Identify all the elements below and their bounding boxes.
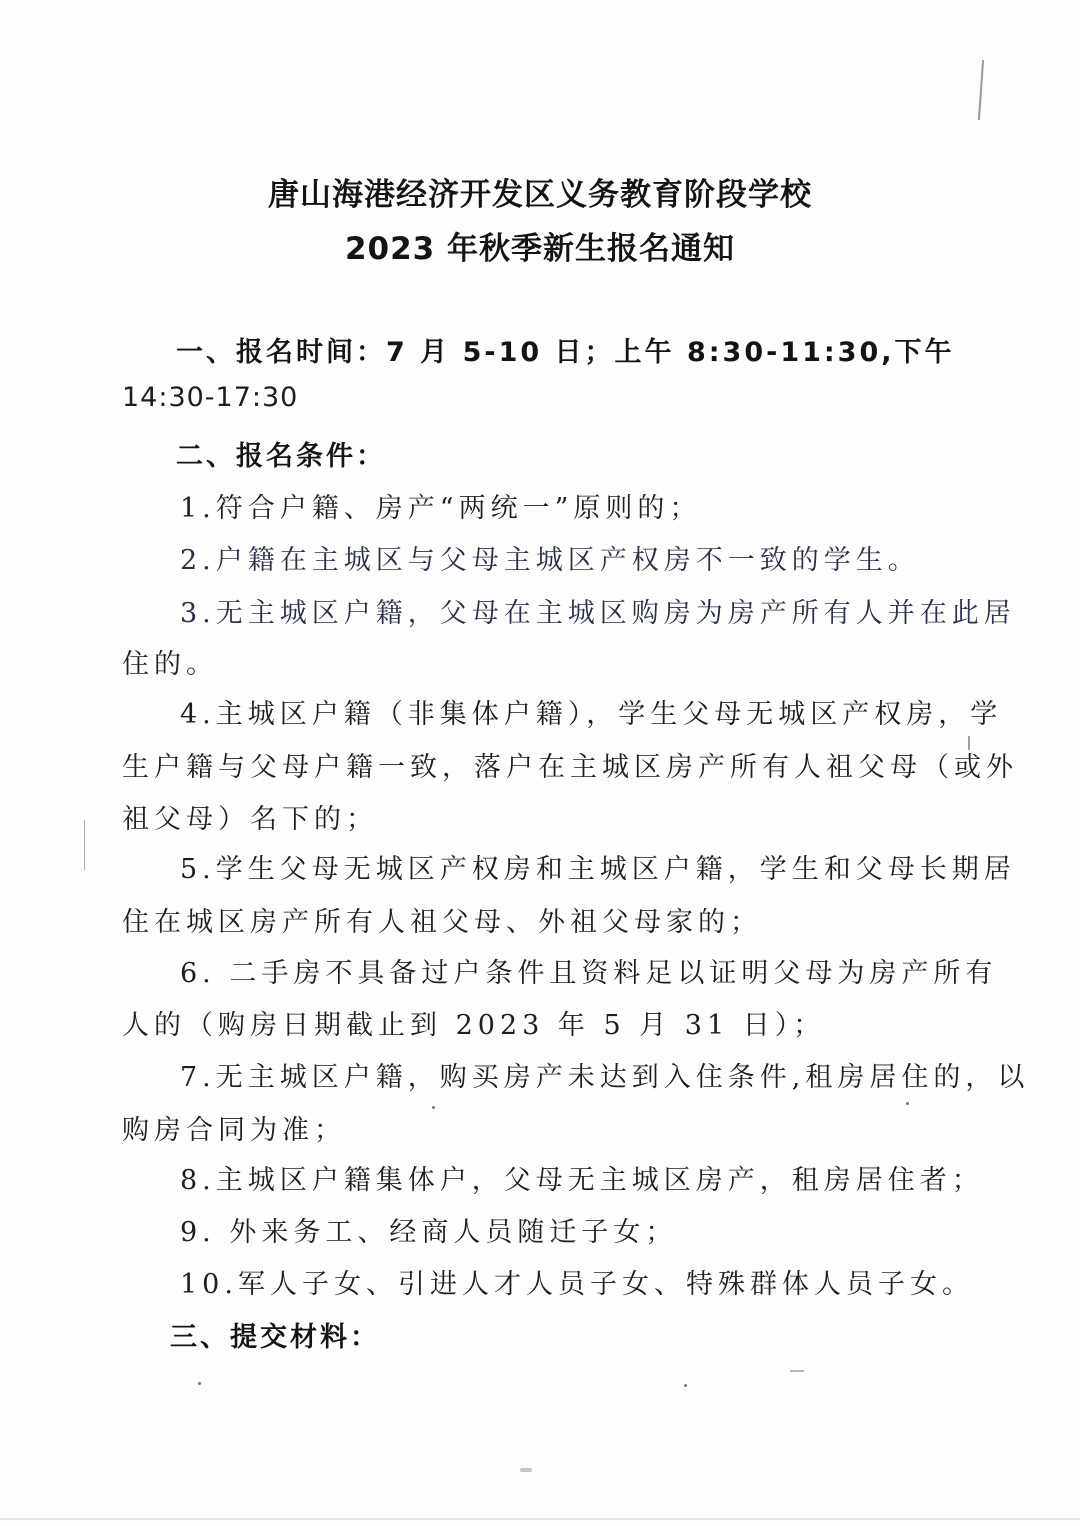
section-1-continuation: 14:30-17:30 <box>122 382 299 413</box>
scan-artifact-mark <box>684 1384 687 1387</box>
document-title-line-1: 唐山海港经济开发区义务教育阶段学校 <box>268 177 812 213</box>
condition-6-line-1: 6. 二手房不具备过户条件且资料足以证明父母为房产所有 <box>180 958 998 989</box>
scan-artifact-mark <box>906 1102 909 1105</box>
condition-4-line-2: 生户籍与父母户籍一致，落户在主城区房产所有人祖父母（或外 <box>122 752 1018 783</box>
condition-1-line-1: 1.符合户籍、房产“两统一”原则的； <box>180 493 702 524</box>
scan-artifact-mark <box>432 1106 435 1109</box>
condition-7-line-1: 7.无主城区户籍，购买房产未达到入住条件,租房居住的，以 <box>180 1062 1030 1093</box>
condition-7-line-2: 购房合同为准； <box>122 1115 346 1146</box>
condition-8-line-1: 8.主城区户籍集体户，父母无主城区房产，租房居住者； <box>180 1165 984 1196</box>
condition-9-line-1: 9. 外来务工、经商人员随迁子女； <box>180 1217 678 1248</box>
section-2-heading: 二、报名条件： <box>176 441 386 472</box>
condition-6-line-2: 人的（购房日期截止到 2023 年 5 月 31 日）； <box>122 1010 826 1041</box>
condition-3-line-1: 3.无主城区户籍，父母在主城区购房为房产所有人并在此居 <box>180 598 1016 629</box>
condition-4-line-3: 祖父母）名下的； <box>122 804 378 835</box>
scan-artifact-mark <box>198 1382 201 1385</box>
condition-5-line-1: 5.学生父母无城区产权房和主城区户籍，学生和父母长期居 <box>180 854 1016 885</box>
condition-4-line-1: 4.主城区户籍（非集体户籍），学生父母无城区产权房，学 <box>180 699 1003 730</box>
condition-3-line-2: 住的。 <box>122 649 218 680</box>
condition-10-line-1: 10.军人子女、引进人才人员子女、特殊群体人员子女。 <box>180 1269 974 1300</box>
scan-artifact-mark <box>84 820 85 870</box>
condition-2-line-1: 2.户籍在主城区与父母主城区产权房不一致的学生。 <box>180 545 920 576</box>
scan-artifact-mark <box>968 736 970 750</box>
scan-artifact-mark <box>978 60 984 120</box>
section-3-heading: 三、提交材料： <box>170 1322 380 1353</box>
scan-artifact-mark <box>790 1370 804 1372</box>
section-1-heading: 一、报名时间：7 月 5-10 日；上午 8:30-11:30,下午 <box>176 337 955 368</box>
scan-artifact-mark <box>520 1468 532 1472</box>
document-title-line-2: 2023 年秋季新生报名通知 <box>344 231 736 267</box>
condition-5-line-2: 住在城区房产所有人祖父母、外祖父母家的； <box>122 907 762 938</box>
scan-bottom-edge <box>0 1518 1080 1520</box>
